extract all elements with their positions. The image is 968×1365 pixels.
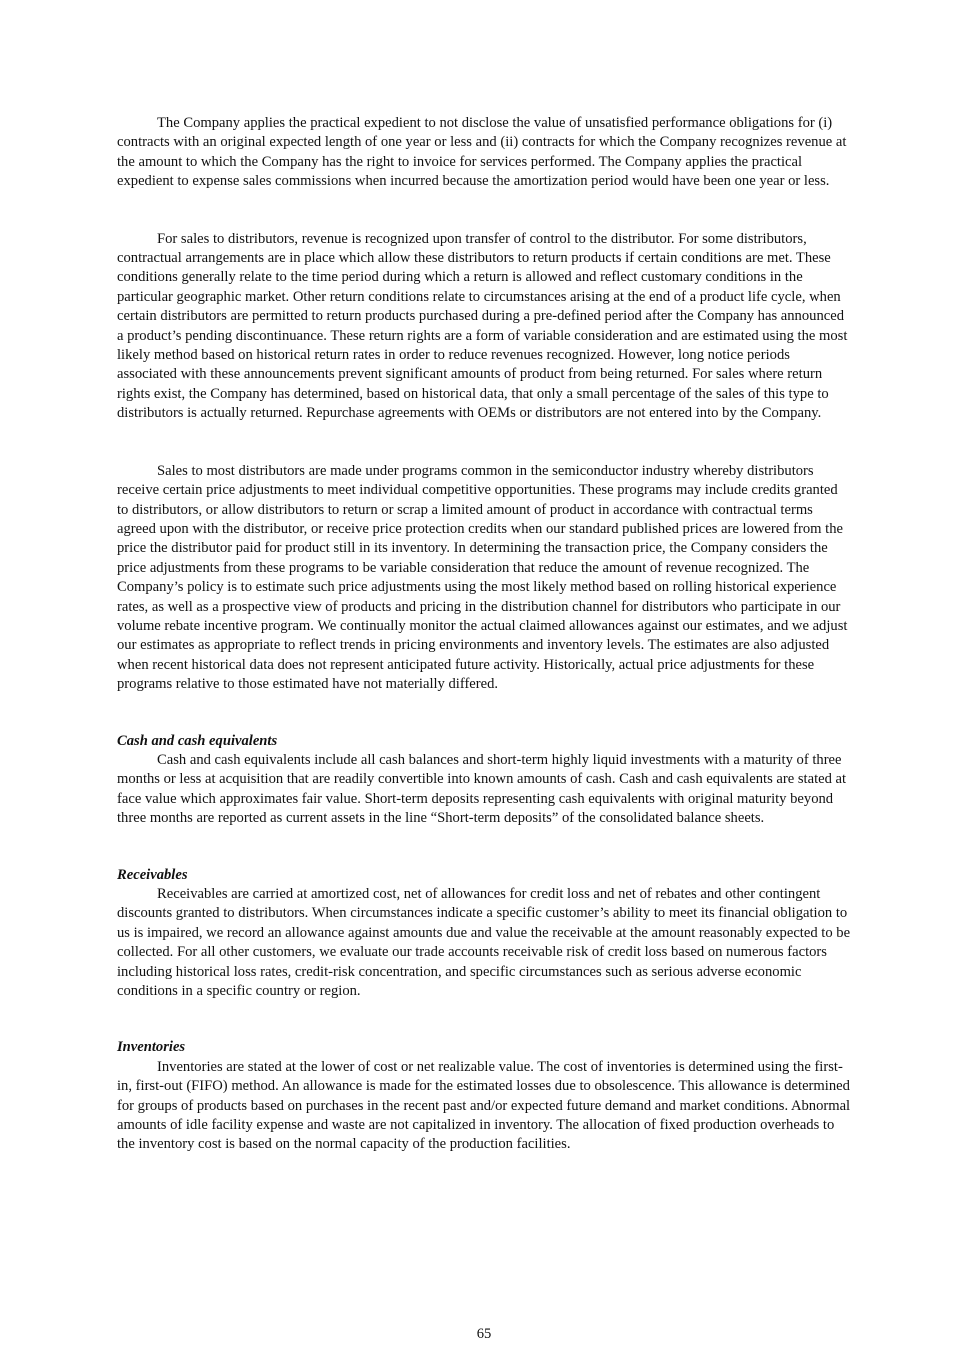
paragraph-distributor-programs: Sales to most distributors are made under programs common in the semiconductor industry whereby distributors receive certain price adjustments to meet individual competitive opportunities. These programs may include credits granted to distributors, or allow distributors to return or scrap a limited amount of product in accordance with contractual terms agreed upon with the distributor, or receive price protection credits when our standard published prices are lowered from the price the distributor paid for product still in its inventory. In determining the transaction price, the Company considers the price adjustments from these programs to be variable consideration that reduce the amount of revenue recognized. The Company’s policy is to estimate such price adjustments using the most likely method based on rolling historical experience rates, as well as a prospective view of products and pricing in the distribution channel for distributors who participate in our volume rebate incentive program. We continually monitor the actual claimed allowances against our estimates, and we adjust our estimates as appropriate to reflect trends in pricing environments and inventory levels. The estimates are also adjusted when recent historical data does not represent anticipated future activity. Historically, actual price adjustments for these programs relative to those estimated have not materially differed. (117, 462, 848, 693)
paragraph-gap (117, 424, 852, 462)
paragraph-receivables: Receivables are carried at amortized cost, net of allowances for credit loss and net of rebates and other contingent discounts granted to distributors. When circumstances indicate a specific customer’s ability to meet its financial obligation to us is impaired, we record an allowance against amounts due and value the receivable at the amount reasonably expected to be collected. For all other customers, we evaluate our trade accounts receivable risk of credit loss based on numerous factors including historical loss rates, credit-risk concentration, and specific circumstances such as serious adverse economic conditions in a specific country or region. (117, 886, 851, 1000)
document-page (117, 114, 852, 1155)
heading-receivables: Receivables (117, 866, 188, 883)
paragraph-practical-expedient: The Company applies the practical expedient to not disclose the value of unsatisfied performance obligations for (i) contracts with an original expected length of one year or less and (ii) contracts for which the Company recognizes revenue at the amount to which the Company has the right to invoice for services performed. The Company applies the practical expedient to expense sales commissions when incurred because the amortization period would have been one year or less. (117, 115, 847, 190)
paragraph-cash-and-cash-equivalents: Cash and cash equivalents include all cash balances and short-term highly liquid investments with a maturity of three months or less at acquisition that are readily convertible into known amounts of cash. Cash and cash equivalents are stated at face value which approximates fair value. Short-term deposits representing cash equivalents with original maturity beyond three months are reported as current assets in the line “Short-term deposits” of the consolidated balance sheets. (117, 751, 847, 827)
paragraph-distributor-returns: For sales to distributors, revenue is recognized upon transfer of control to the distributor. For some distributors, contractual arrangements are in place which allow these distributors to return products if certain conditions are met. These conditions generally relate to the time period during which a return is allowed and reflect customary conditions in the particular geographic market. Other return conditions relate to circumstances arising at the end of a product life cycle, when certain distributors are permitted to return products purchased during a pre-defined period after the Company has announced a product’s pending discontinuance. These return rights are a form of variable consideration and are estimated using the most likely method based on historical return rates in order to reduce revenues recognized. However, long notice periods associated with these announcements prevent significant amounts of product from being returned. For sales where return rights exist, the Company has determined, based on historical data, that only a small percentage of the sales of this type to distributors is actually returned. Repurchase agreements with OEMs or distributors are not entered into by the Company. (117, 230, 848, 422)
paragraph-gap (117, 192, 852, 230)
section-gap (117, 1001, 852, 1038)
paragraph-inventories: Inventories are stated at the lower of cost or net realizable value. The cost of inventories is determined using the first-in, first-out (FIFO) method. An allowance is made for the estimated losses due to obsolescence. This allowance is determined for groups of products based on purchases in the recent past and/or expected future demand and market conditions. Abnormal amounts of idle facility expense and waste are not capitalized in inventory. The allocation of fixed production overheads to the inventory cost is based on the normal capacity of the production facilities. (117, 1058, 851, 1153)
heading-inventories: Inventories (117, 1039, 186, 1056)
section-gap (117, 695, 852, 732)
heading-cash-and-cash-equivalents: Cash and cash equivalents (117, 732, 278, 749)
page-number: 65 (476, 1326, 492, 1342)
section-gap (117, 829, 852, 866)
